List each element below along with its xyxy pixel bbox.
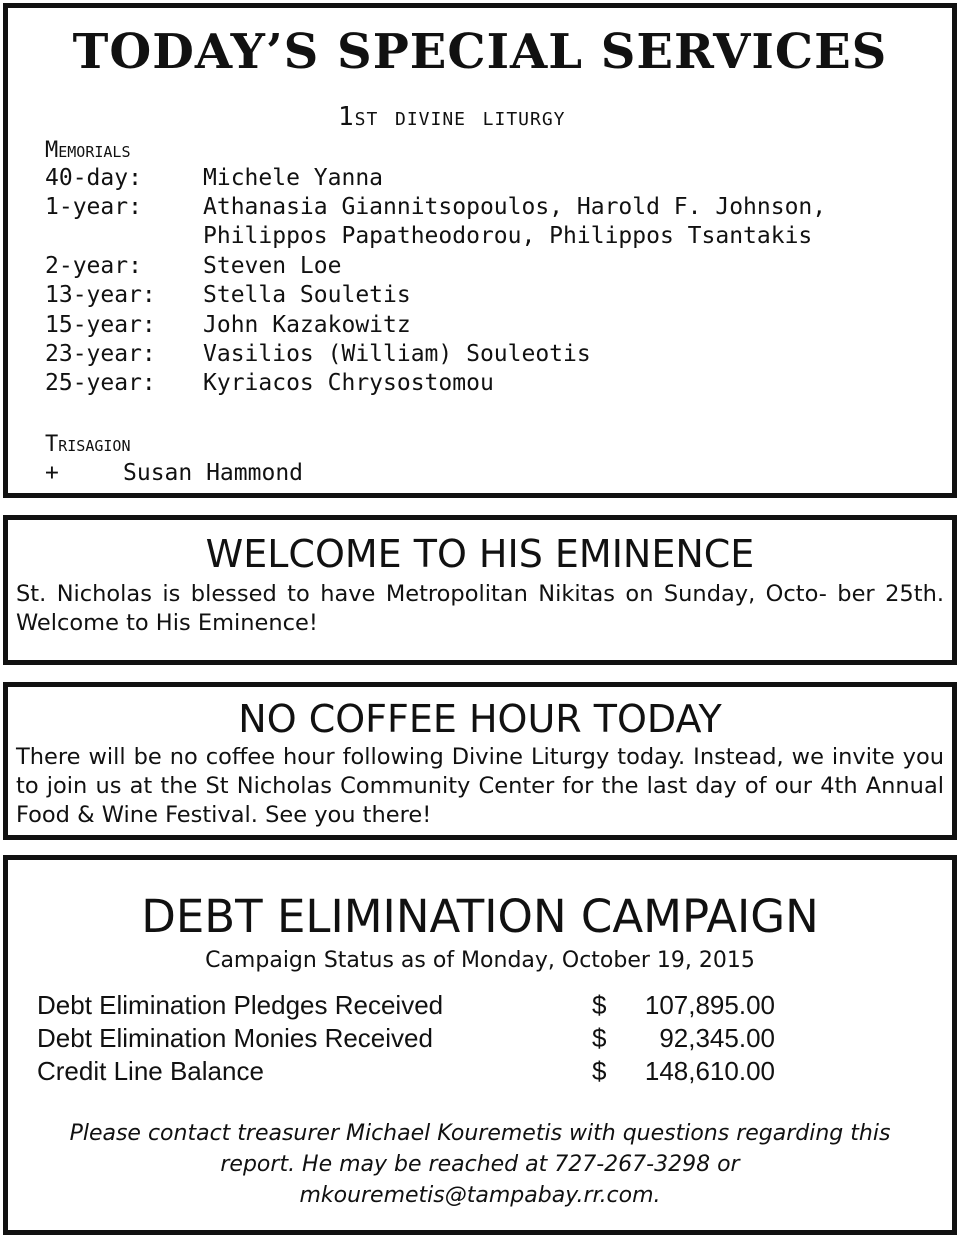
- memorial-label: 40-day:: [45, 165, 142, 191]
- special-services-title: TODAY’S SPECIAL SERVICES: [72, 24, 888, 80]
- finance-amount: 92,345.00: [659, 1023, 775, 1053]
- trisagion-heading: Trisagion: [45, 432, 131, 457]
- memorials-heading: Memorials: [45, 138, 131, 163]
- welcome-box: [3, 515, 957, 665]
- memorial-names: Athanasia Giannitsopoulos, Harold F. Johnson,: [203, 194, 827, 220]
- campaign-status: Campaign Status as of Monday, October 19, 2015: [205, 948, 755, 973]
- currency-symbol: $: [592, 1023, 607, 1053]
- finance-row: [37, 990, 837, 1023]
- liturgy-heading: 1st divine liturgy: [338, 102, 566, 132]
- finance-row: [37, 1023, 837, 1056]
- cross-symbol: +: [45, 460, 59, 486]
- currency-symbol: $: [592, 1056, 607, 1086]
- memorial-names: Stella Souletis: [203, 282, 411, 308]
- finance-row: [37, 1056, 837, 1089]
- finance-label: Debt Elimination Pledges Received: [37, 990, 444, 1020]
- memorial-names: Steven Loe: [203, 253, 342, 279]
- coffee-hour-body: There will be no coffee hour following Divine Liturgy today. Instead, we invite you to join us at the St Nicholas Community Center for the last day of our 4th Annual Food & Wine Festival. See you there!: [16, 744, 944, 828]
- coffee-hour-title: NO COFFEE HOUR TODAY: [238, 697, 722, 741]
- finance-label: Debt Elimination Monies Received: [37, 1023, 433, 1053]
- coffee-hour-box: [3, 682, 957, 840]
- memorial-label: 25-year:: [45, 370, 156, 396]
- special-services-box: [3, 3, 957, 498]
- memorial-names: Kyriacos Chrysostomou: [203, 370, 494, 396]
- welcome-body: St. Nicholas is blessed to have Metropolitan Nikitas on Sunday, Octo- ber 25th. Welcome to His Eminence!: [16, 581, 944, 636]
- finance-label: Credit Line Balance: [37, 1056, 264, 1086]
- memorial-names: John Kazakowitz: [203, 312, 411, 338]
- debt-campaign-box: [3, 855, 957, 1235]
- treasurer-contact-note: Please contact treasurer Michael Kouremetis with questions regarding this report. He may be reached at 727-267-3298 or mkouremetis@tampabay.rr.com.: [69, 1121, 891, 1208]
- memorial-names: Michele Yanna: [203, 165, 384, 191]
- currency-symbol: $: [592, 990, 607, 1020]
- memorial-label: 23-year:: [45, 341, 156, 367]
- finance-amount: 148,610.00: [644, 1056, 775, 1086]
- memorial-label: 1-year:: [45, 194, 142, 220]
- memorial-label: 13-year:: [45, 282, 156, 308]
- welcome-title: WELCOME TO HIS EMINENCE: [205, 532, 755, 576]
- memorial-names: Vasilios (William) Souleotis: [203, 341, 591, 367]
- memorial-label: 2-year:: [45, 253, 142, 279]
- finance-amount: 107,895.00: [644, 990, 775, 1020]
- memorial-label: 15-year:: [45, 312, 156, 338]
- debt-campaign-title: DEBT ELIMINATION CAMPAIGN: [141, 890, 819, 943]
- memorial-names: Philippos Papatheodorou, Philippos Tsantakis: [203, 223, 813, 249]
- trisagion-name: Susan Hammond: [123, 460, 304, 486]
